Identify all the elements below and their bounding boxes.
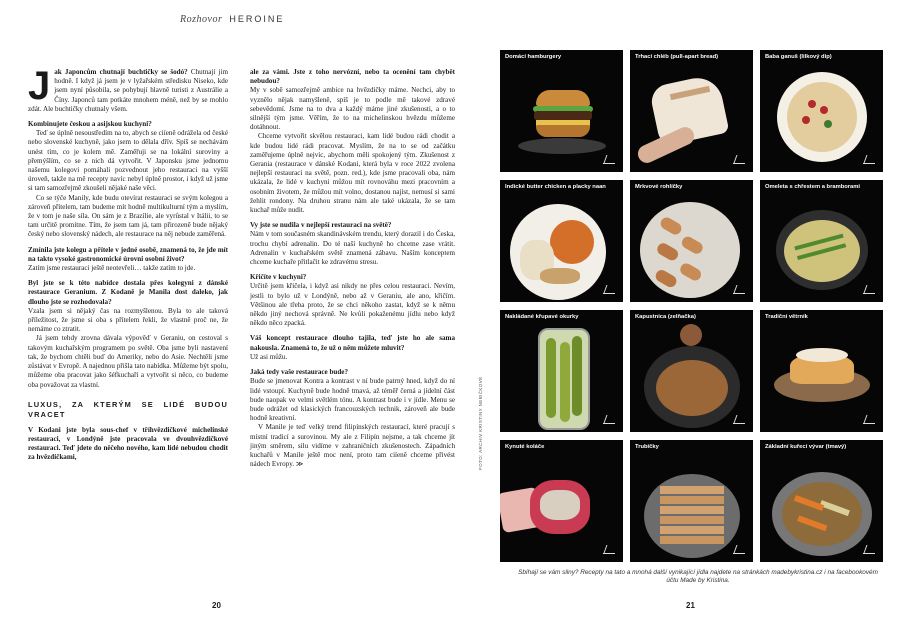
- photo-tile-curry: [500, 180, 623, 302]
- interview-answer: Co se týče Manily, kde budu otevírat restauraci se svým kolegou a zároveň přítelem, tam budeme mít hodně multikulturní tým a myslím, že v tom je naše síla. On sám je z Brazílie, ale vyrůstal v Itálii, to se tam určitě promítne. Tím, že jsem tam já, tam přirozeně bude nějaký český nebo slovenský nádech, ale restaurace na něj nebude zaměřená.: [28, 193, 228, 239]
- photo-grid: [500, 50, 883, 562]
- dish-illustration: [540, 268, 580, 284]
- interview-answer: Chceme vytvořit skvělou restauraci, kam lidé budou rádi chodit a kde budou lidé rádi pracovat. Myslím, že na to se od začátku zaměřujeme úplně nejvíc, abychom měli spokojený tým. Zkušenost z Gerania (restaurace v dánské Kodani, která byla v roce 2022 zvolena nejlepší restaurací na světě, pozn. red.), kde jsme pracovali oba, nám ukázala, že lidé v kuchyni můžou mít rovnováhu mezi pracovním a osobním životem, že můžou mít volno, dostanou najíst, nemusí si sami žehlit rondony. Na druhou stranu nám ale také ukázala, že se tam kuchař může nudit.: [250, 132, 455, 215]
- signature-icon: [603, 285, 615, 294]
- dish-illustration: [787, 82, 857, 152]
- interview-question: Zmínila jste kolegu a přítele v jedné osobě, znamená to, že jde mít na takto vysoké gastronomické úrovni osobní život?: [28, 245, 228, 263]
- text-column-2: [250, 68, 455, 469]
- photo-tile-label: Trubičky: [635, 444, 659, 450]
- photo-tile-label: Nakládané křupavé okurky: [505, 314, 579, 320]
- photo-tile-bread: [630, 50, 753, 172]
- dish-illustration: [680, 324, 702, 346]
- dish-illustration: [534, 111, 592, 120]
- dish-illustration: [550, 220, 594, 264]
- photo-tile-label: Baba ganuš (lilkový dip): [765, 54, 832, 60]
- interview-answer: Už asi můžu.: [250, 352, 288, 361]
- photo-tile-label: Trhací chléb (pull-apart bread): [635, 54, 719, 60]
- photo-tile-label: Tradiční větrník: [765, 314, 808, 320]
- section-subheading: LUXUS, ZA KTERÝM SE LIDÉ BUDOU VRACET: [28, 399, 228, 419]
- interview-question: V Kodani jste byla sous-chef v tříhvězdičkové michelinské restauraci, v Londýně jste pracovala ve dvouhvězdičkové restauraci. Teď jdete do něčeho nového, kam lidé nebudou chodit za hvězdičkami,: [28, 425, 228, 462]
- photo-tile-omelette: [760, 180, 883, 302]
- interview-answer: My v sobě samozřejmě ambice na hvězdičky máme. Nechci, aby to vyznělo nějak namyšleně, spíš je to podle mě takové zdravé sebevědomí. Jsme na to dva a každý máme jiné zkušenosti, a o to silnější tým jsme. Věřím, že to na michelinskou hvězdu můžeme dotáhnout.: [250, 86, 455, 132]
- photo-tile-pickles: [500, 310, 623, 432]
- signature-icon: [733, 545, 745, 554]
- photo-tile-label: Kapustnica (zelňačka): [635, 314, 696, 320]
- photo-tile-label: Kynuté koláče: [505, 444, 545, 450]
- signature-icon: [863, 155, 875, 164]
- interview-question: Křičíte v kuchyni?: [250, 273, 307, 282]
- text-column-1: [28, 64, 228, 463]
- interview-answer: Jak Japoncům chutnají buchtičky se šodó? Chutnají jim hodně. I když já jsem je v lyžařském středisku Niseko, kde jsem nyní působila, se pohybují hlavně turisti z Austrálie a Číny. Japonců tam potkáte mnohem méně, než by se mohlo zdát. Ale buchtičky chutnaly všem.: [28, 64, 228, 113]
- photo-caption: Sbíhají se vám sliny? Recepty na tato a mnohá další vynikající jídla najdete na stránkách madebykristina.cz i na facebookovém účtu Made by Kristina.: [518, 569, 878, 584]
- interview-question: Váš koncept restaurace dlouho tajila, teď jste ho ale sama nakousla. Znamená to, že už o něm můžete mluvit?: [250, 334, 455, 352]
- interview-answer: Určitě jsem křičela, i když asi nikdy ne přes celou restauraci. Nevím, jestli to bylo už v Londýně, nebo až v Geraniu, ale ano, křičím. Většinou ale třeba proto, že se chci někoho zastat, když se k němu někdo jiný nechová správně. Ne kvůli pokaženému jídlu nebo když někdo něco zpacká.: [250, 282, 455, 328]
- interview-answer: Nám v tom současném skandinávském trendu, který dorazil i do Česka, trochu chybí adrenalin. Do té naší kuchyně ho chceme zase vrátit. Adrenalin v kuchařském světě znamená zábavu. Naším konceptem chceme kuchaře přitlačit ke zdravému stresu.: [250, 230, 455, 267]
- photo-tile-label: Indické butter chicken a placky naan: [505, 184, 606, 190]
- signature-icon: [863, 285, 875, 294]
- photo-tile-broth: [760, 440, 883, 562]
- signature-icon: [603, 155, 615, 164]
- signature-icon: [733, 285, 745, 294]
- page-number-right: 21: [686, 601, 695, 610]
- dish-illustration: [660, 486, 724, 494]
- dish-illustration: [808, 100, 816, 108]
- photo-tile-dip: [760, 50, 883, 172]
- interview-answer: Vzala jsem si nějaký čas na rozmyšlenou. Byla to ale taková příležitost, že jsme si oba s přítelem řekli, že vlastně proč ne, že nemáme co ztratit.: [28, 306, 228, 334]
- interview-question: ale za vámi. Jste z toho nervózní, nebo ta ocenění tam chybět nebudou?: [250, 68, 455, 86]
- section-label: HEROINE: [229, 14, 285, 24]
- photo-tile-cake: [500, 440, 623, 562]
- dish-illustration: [782, 482, 862, 546]
- dish-illustration: [784, 220, 860, 282]
- dish-illustration: [546, 338, 556, 418]
- interview-question: Vy jste se nudila v nejlepší restauraci na světě?: [250, 221, 392, 230]
- photo-tile-label: Domácí hamburgery: [505, 54, 562, 60]
- signature-icon: [863, 415, 875, 424]
- interview-question: Jaká tedy vaše restaurace bude?: [250, 368, 348, 377]
- photo-tile-label: Základní kuřecí vývar (tmavý): [765, 444, 847, 450]
- interview-answer: Teď se úplně nesoustředím na to, abych se ciíeně odrážela od české nebo slovenské kuchyně, jako jsem to dělala dřív. Spíš se nechávám unést tím, co je kolem mě. Zaměřuji se na lokální suroviny a přemýšlím, co se z nich dá vytvořit. V Japonsku jsme jednomu našemu kolegovi pomáhali pozvednout jeho restauraci na vyšší úroveň, takže na mě recepty navíc nebyl úplně prostor, i když už jsme si tam samozřejmě zkoušeli nějaké naše věci.: [28, 129, 228, 193]
- interview-answer: Já jsem tehdy zrovna dávala výpověď v Geraniu, on cestoval s takovým kuchařským programem po světě. Oba jsme byli nastavení tak, že bychom chtěli buď do Ameriky, nebo do Asie. Nechtěli jsme zůstávat v Evropě. A najednou přišla tato nabídka. Můžeme být spolu, můžeme oba pracovat jako šéfkuchaři a vytvořit si něco, co budeme oba považovat za vlastní.: [28, 334, 228, 389]
- dish-illustration: [640, 202, 740, 298]
- lead-question: ak Japoncům chutnají buchtičky se šodó?: [54, 68, 188, 76]
- rubric-label: Rozhovor: [180, 14, 223, 25]
- dish-illustration: [536, 125, 590, 137]
- interview-answer: V Manile je teď velký trend filipínských restaurací, které pracují s místní tradicí a surovinou. My ale z Filipín nejsme, a tak chceme jít jiným směrem, silu vidíme v zahraničních zkušenostech. Západních kuchařů v Manile ještě moc není, proto tam ciíeně chceme přivést nádech Evropy. ≫: [250, 423, 455, 469]
- photo-tile-soup: [630, 310, 753, 432]
- dish-illustration: [518, 138, 606, 154]
- dish-illustration: [540, 490, 580, 520]
- signature-icon: [603, 545, 615, 554]
- page-number-left: 20: [212, 601, 221, 610]
- signature-icon: [733, 415, 745, 424]
- photo-credit: FOTO: ARCHIV KRISTINY NEBIČKOVÉ: [478, 376, 483, 470]
- photo-tile-burger: [500, 50, 623, 172]
- photo-tile-label: Mrkvové rohlíčky: [635, 184, 683, 190]
- photo-tile-tubes: [630, 440, 753, 562]
- dish-illustration: [536, 90, 590, 106]
- interview-answer: Zatím jsme restauraci ještě neotevřeli… takže zatím to jde.: [28, 264, 196, 273]
- page-header: [180, 14, 284, 25]
- signature-icon: [733, 155, 745, 164]
- dish-illustration: [796, 348, 848, 362]
- dish-illustration: [656, 360, 728, 416]
- interview-question: Kombinujete českou a asijskou kuchyni?: [28, 120, 152, 129]
- photo-tile-label: Omeleta s chřestem a bramborami: [765, 184, 861, 190]
- photo-tile-pastry: [760, 310, 883, 432]
- photo-tile-rolls: [630, 180, 753, 302]
- drop-cap: J: [28, 64, 51, 108]
- signature-icon: [603, 415, 615, 424]
- interview-question: Byl jste se k této nabídce dostala přes kolegyni z dánské restaurace Geranium. Z Kodaně je Manila dost daleko, jak dlouho jste se rozhodovala?: [28, 279, 228, 306]
- signature-icon: [863, 545, 875, 554]
- interview-answer: Bude se jmenovat Kontra a kontrast v ní bude patrný hned, když do ní lidé vstoupí. Kuchyně bude hodně tmavá, až téměř černá a jídelní část bude naopak ve velmi světlém tónu. A kontrast bude i v jídle. Menu se bude odrážet od klasických francouzských technik, zároveň ale bude hodně kreativní.: [250, 377, 455, 423]
